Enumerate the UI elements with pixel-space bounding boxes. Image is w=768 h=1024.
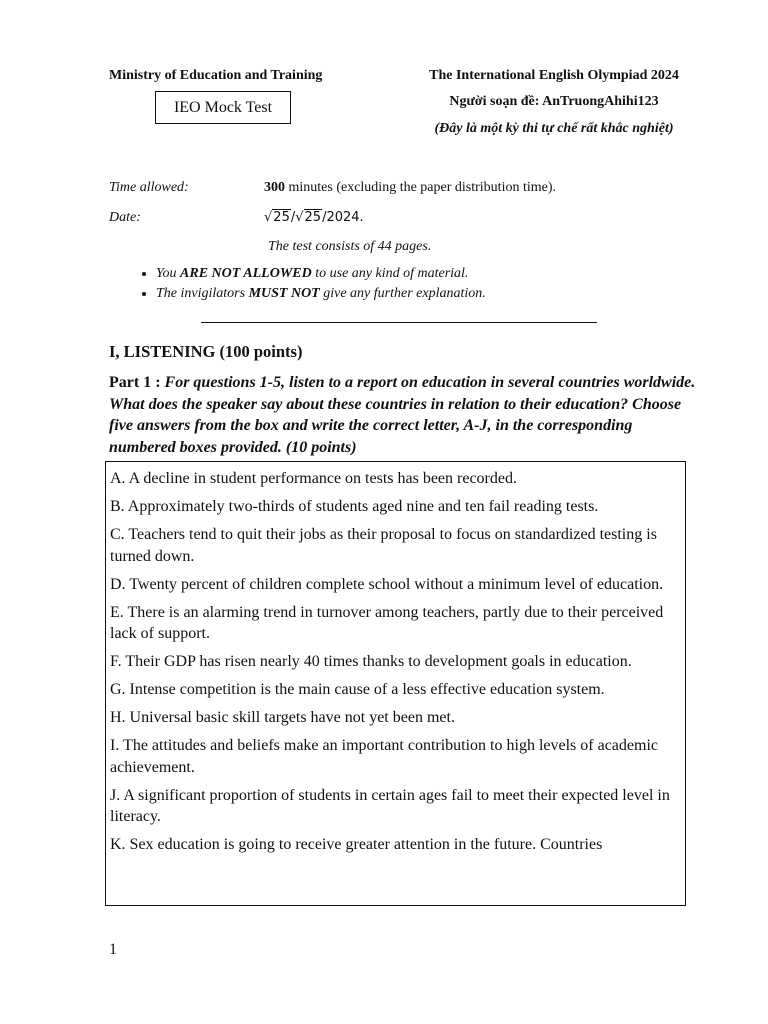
rules-list xyxy=(132,266,486,306)
rule-item: • You ARE NOT ALLOWED to use any kind of material. xyxy=(156,266,486,282)
option-item: F. Their GDP has risen nearly 40 times thanks to development goals in education. xyxy=(110,653,632,670)
test-name-box xyxy=(155,91,291,124)
option-item: C. Teachers tend to quit their jobs as their proposal to focus on standardized testing is turned down. xyxy=(110,526,657,565)
part-label: Part 1 : xyxy=(109,374,165,391)
option-item: J. A significant proportion of students in certain ages fail to meet their expected level in literacy. xyxy=(110,786,670,825)
date-radicand-2: 25 xyxy=(304,210,322,225)
divider-line xyxy=(201,322,597,323)
option-item: D. Twenty percent of children complete school without a minimum level of education. xyxy=(110,575,664,593)
sqrt-symbol-2: √25 xyxy=(295,210,322,225)
time-allowed-row xyxy=(109,180,556,196)
time-label: Time allowed: xyxy=(109,180,189,195)
author-line: Người soạn đề: AnTruongAhihi123 xyxy=(449,94,659,109)
header-note: (Đây là một kỳ thi tự chế rất khắc nghiệt) xyxy=(434,121,674,136)
ministry-title: Ministry of Education and Training xyxy=(109,68,323,83)
option-item: H. Universal basic skill targets have not yet been met. xyxy=(110,709,455,726)
header-right xyxy=(415,68,693,137)
rule-item: • The invigilators MUST NOT give any further explanation. xyxy=(156,286,486,302)
time-value: 300 xyxy=(264,180,285,195)
answer-options-box xyxy=(105,461,686,906)
option-item: K. Sex education is going to receive greater attention in the future. Countries xyxy=(110,836,603,853)
sqrt-symbol: √25 xyxy=(264,210,290,225)
date-row xyxy=(109,210,364,226)
option-item: I. The attitudes and beliefs make an important contribution to high levels of academic achievement. xyxy=(110,737,658,776)
date-value xyxy=(264,210,364,225)
date-radicand-1: 25 xyxy=(273,210,290,225)
section-title: I, LISTENING (100 points) xyxy=(109,342,303,361)
part-text: For questions 1-5, listen to a report on education in several countries worldwide. What does the speaker say about these countries in relation to their education? Choose five answers from the box and write the correct letter, A-J, in the corresponding numbered boxes provided. (10 points) xyxy=(109,374,696,456)
option-item: B. Approximately two-thirds of students aged nine and ten fail reading tests. xyxy=(110,498,599,515)
date-separator: / xyxy=(290,210,296,225)
test-name: IEO Mock Test xyxy=(173,98,273,116)
date-label: Date: xyxy=(109,210,141,225)
olympiad-title: The International English Olympiad 2024 xyxy=(429,68,679,83)
page-number: 1 xyxy=(109,941,117,958)
option-item: E. There is an alarming trend in turnover among teachers, partly due to their perceived lack of support. xyxy=(110,603,664,642)
time-rest: minutes (excluding the paper distribution time). xyxy=(285,180,556,195)
option-item: A. A decline in student performance on tests has been recorded. xyxy=(110,470,517,487)
part-instructions xyxy=(109,372,699,458)
date-tail: /2024. xyxy=(322,210,364,225)
page-count-note: The test consists of 44 pages. xyxy=(268,239,432,254)
option-item: G. Intense competition is the main cause of a less effective education system. xyxy=(110,681,605,698)
